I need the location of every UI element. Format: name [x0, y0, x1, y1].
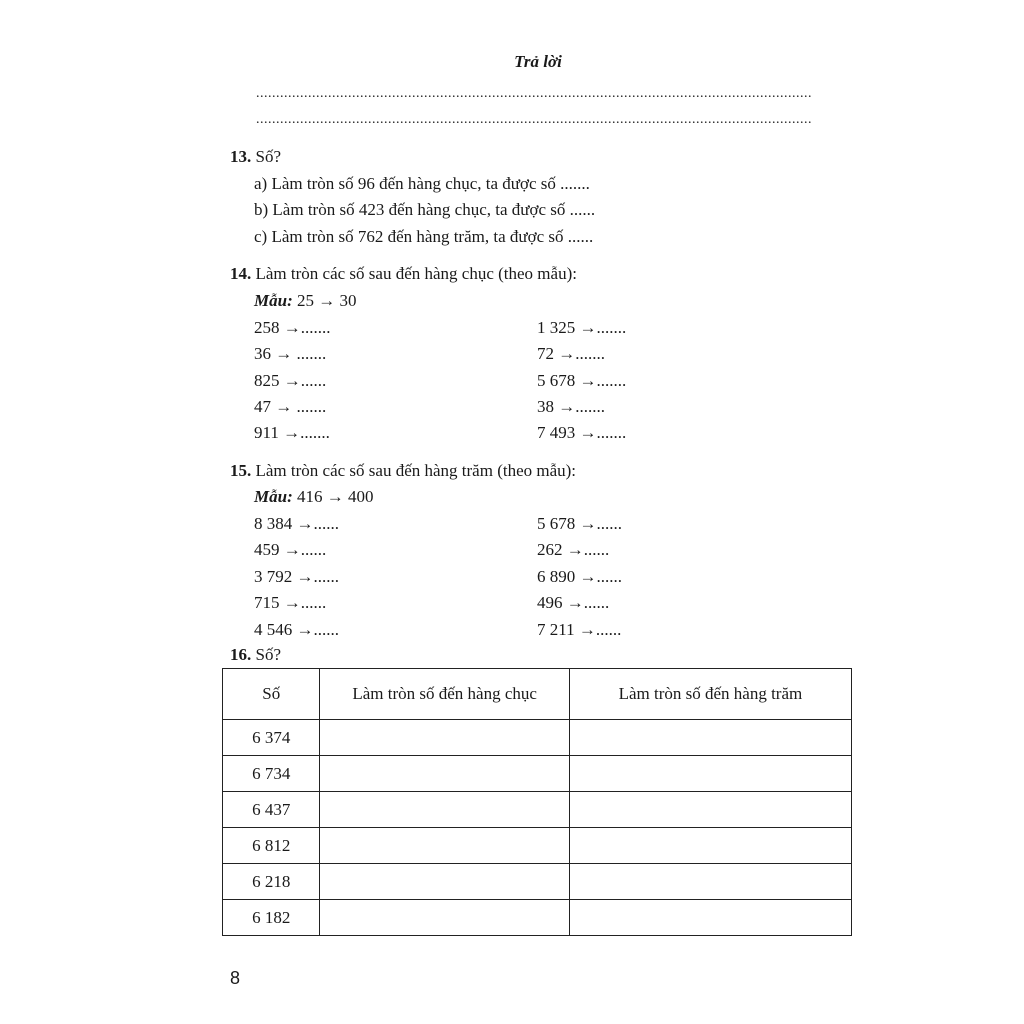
- table-cell-number: 6 374: [223, 720, 320, 756]
- question-14-text: Làm tròn các số sau đến hàng chục (theo mẫu):: [255, 264, 577, 283]
- table-cell-number: 6 218: [223, 864, 320, 900]
- question-13-title: [230, 147, 281, 167]
- question-16-title: [230, 645, 281, 665]
- rounding-table: [222, 668, 852, 936]
- question-13-number: 13.: [230, 147, 252, 166]
- question-14-title: [230, 264, 577, 284]
- table-cell-tens-blank[interactable]: [320, 828, 569, 864]
- table-cell-hundreds-blank[interactable]: [569, 864, 851, 900]
- table-cell-tens-blank[interactable]: [320, 792, 569, 828]
- table-row: [223, 900, 852, 936]
- table-header-hundreds: Làm tròn số đến hàng trăm: [569, 669, 851, 720]
- table-cell-tens-blank[interactable]: [320, 900, 569, 936]
- question-14-left-item: 911 →.......: [254, 423, 330, 442]
- question-14-right-item: 7 493 →.......: [537, 423, 627, 442]
- question-16-text: Số?: [255, 645, 281, 664]
- table-cell-tens-blank[interactable]: [320, 720, 569, 756]
- question-15-title: [230, 461, 576, 481]
- answer-line-1: ...........................................................................................................................................: [256, 86, 812, 100]
- table-row: [223, 792, 852, 828]
- question-15-right-item: 6 890 →......: [537, 567, 622, 586]
- question-15-right-item: 496 →......: [537, 593, 610, 612]
- table-header-number: Số: [223, 669, 320, 720]
- question-14-left-item: 47 → .......: [254, 397, 327, 416]
- question-14-right-item: 72 →.......: [537, 344, 605, 363]
- answer-line-2: ...........................................................................................................................................: [256, 112, 812, 126]
- question-14-number: 14.: [230, 264, 252, 283]
- question-15-sample: [254, 487, 373, 507]
- table-row: [223, 828, 852, 864]
- question-15-right-item: 5 678 →......: [537, 514, 622, 533]
- table-header-tens: Làm tròn số đến hàng chục: [320, 669, 569, 720]
- question-14-right-item: 5 678 →.......: [537, 371, 627, 390]
- table-cell-tens-blank[interactable]: [320, 756, 569, 792]
- table-cell-hundreds-blank[interactable]: [569, 900, 851, 936]
- question-14-right-item: 38 →.......: [537, 397, 605, 416]
- table-header-row: [223, 669, 852, 720]
- question-15-sample-text: 416 → 400: [296, 487, 374, 506]
- question-16-number: 16.: [230, 645, 252, 664]
- question-15-left-item: 715 →......: [254, 593, 327, 612]
- table-row: [223, 720, 852, 756]
- question-13-item-b: b) Làm tròn số 423 đến hàng chục, ta được số ......: [254, 200, 596, 219]
- table-cell-number: 6 734: [223, 756, 320, 792]
- table-cell-hundreds-blank[interactable]: [569, 828, 851, 864]
- question-15-left-item: 8 384 →......: [254, 514, 339, 533]
- question-14-left-item: 825 →......: [254, 371, 327, 390]
- question-15-sample-label: Mẫu:: [254, 487, 293, 506]
- question-14-sample: [254, 291, 356, 311]
- table-cell-hundreds-blank[interactable]: [569, 792, 851, 828]
- table-cell-hundreds-blank[interactable]: [569, 756, 851, 792]
- table-row: [223, 756, 852, 792]
- table-cell-number: 6 182: [223, 900, 320, 936]
- page-number: 8: [230, 968, 241, 988]
- table-cell-tens-blank[interactable]: [320, 864, 569, 900]
- question-15-right-item: 7 211 →......: [537, 620, 622, 639]
- table-cell-number: 6 812: [223, 828, 320, 864]
- question-13-text: Số?: [255, 147, 281, 166]
- table-cell-number: 6 437: [223, 792, 320, 828]
- question-14-left-item: 258 →.......: [254, 318, 331, 337]
- question-15-left-item: 3 792 →......: [254, 567, 339, 586]
- question-14-right-item: 1 325 →.......: [537, 318, 627, 337]
- table-cell-hundreds-blank[interactable]: [569, 720, 851, 756]
- table-row: [223, 864, 852, 900]
- question-14-sample-text: 25 → 30: [296, 291, 357, 310]
- question-15-left-item: 459 →......: [254, 540, 327, 559]
- question-15-left-item: 4 546 →......: [254, 620, 339, 639]
- question-13-item-a: a) Làm tròn số 96 đến hàng chục, ta được số .......: [254, 174, 590, 193]
- question-15-right-item: 262 →......: [537, 540, 610, 559]
- question-14-sample-label: Mẫu:: [254, 291, 293, 310]
- question-13-item-c: c) Làm tròn số 762 đến hàng trăm, ta được số ......: [254, 227, 594, 246]
- question-14-left-item: 36 → .......: [254, 344, 327, 363]
- question-15-number: 15.: [230, 461, 252, 480]
- answer-heading: Trả lời: [514, 52, 562, 71]
- question-15-text: Làm tròn các số sau đến hàng trăm (theo mẫu):: [255, 461, 577, 480]
